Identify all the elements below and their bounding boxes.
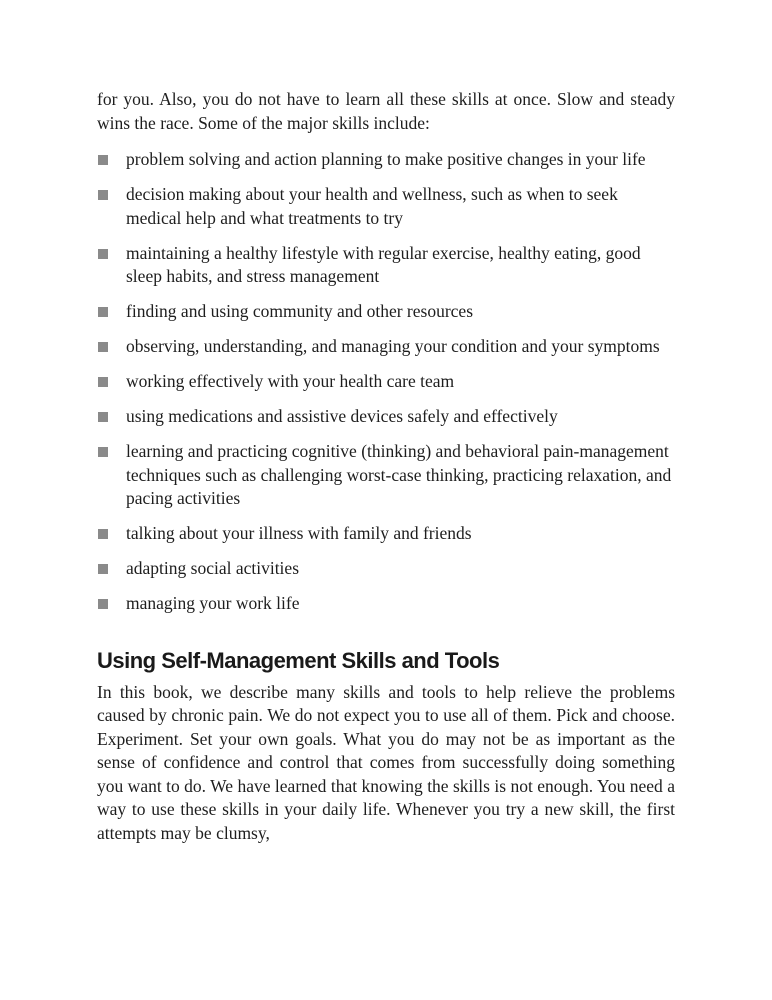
list-item-text: working effectively with your health care team (126, 371, 455, 391)
list-item (97, 405, 675, 429)
square-bullet-icon (98, 249, 108, 259)
square-bullet-icon (98, 564, 108, 574)
list-item (97, 370, 675, 394)
list-item (97, 183, 675, 230)
list-item (97, 522, 675, 546)
document-page (97, 88, 675, 845)
list-item-text: learning and practicing cognitive (thinking) and behavioral pain-management techniques such as challenging worst-case thinking, practicing relaxation, and pacing activities (126, 441, 672, 508)
list-item (97, 557, 675, 581)
square-bullet-icon (98, 447, 108, 457)
list-item-text: decision making about your health and wellness, such as when to seek medical help and what treatments to try (126, 184, 618, 228)
skills-list (97, 148, 675, 616)
list-item-text: problem solving and action planning to make positive changes in your life (126, 149, 646, 169)
list-item (97, 335, 675, 359)
square-bullet-icon (98, 155, 108, 165)
list-item-text: talking about your illness with family and friends (126, 523, 472, 543)
square-bullet-icon (98, 190, 108, 200)
square-bullet-icon (98, 377, 108, 387)
list-item (97, 440, 675, 511)
list-item (97, 148, 675, 172)
list-item (97, 242, 675, 289)
list-item-text: managing your work life (126, 593, 300, 613)
list-item-text: finding and using community and other resources (126, 301, 474, 321)
square-bullet-icon (98, 342, 108, 352)
list-item-text: observing, understanding, and managing your condition and your symptoms (126, 336, 660, 356)
section-body-paragraph: In this book, we describe many skills and tools to help relieve the problems caused by chronic pain. We do not expect you to use all of them. Pick and choose. Experiment. Set your own goals. What you do may not be as important as the sense of confidence and control that comes from successfully doing something you want to do. We have learned that knowing the skills is not enough. You need a way to use these skills in your daily life. Whenever you try a new skill, the first attempts may be clumsy, (97, 681, 675, 843)
list-item-text: adapting social activities (126, 558, 300, 578)
square-bullet-icon (98, 412, 108, 422)
square-bullet-icon (98, 307, 108, 317)
list-item (97, 592, 675, 616)
list-item-text: maintaining a healthy lifestyle with regular exercise, healthy eating, good sleep habits, and stress management (126, 242, 641, 286)
section-heading: Using Self-Management Skills and Tools (97, 647, 500, 673)
list-item (97, 300, 675, 324)
square-bullet-icon (98, 599, 108, 609)
list-item-text: using medications and assistive devices safely and effectively (126, 406, 558, 426)
intro-paragraph: for you. Also, you do not have to learn all these skills at once. Slow and steady wins the race. Some of the major skills include: (97, 89, 675, 133)
square-bullet-icon (98, 529, 108, 539)
